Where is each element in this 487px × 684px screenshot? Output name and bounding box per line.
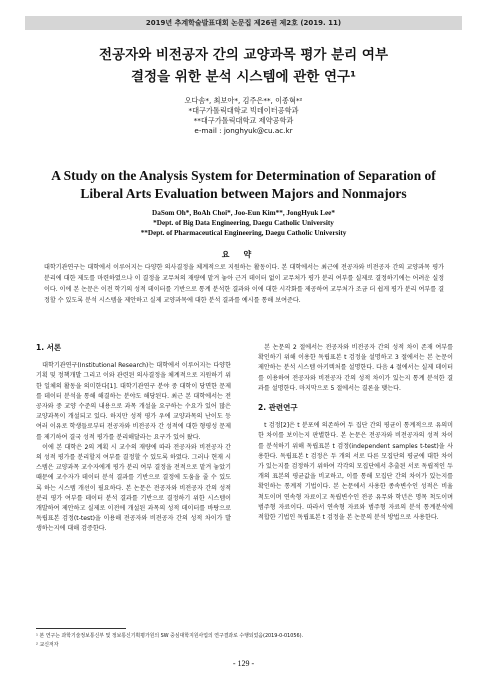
- english-authors: [0, 208, 487, 238]
- korean-affiliation-2: **대구가톨릭대학교 제약공학과: [193, 116, 294, 125]
- body-paragraph: 본 논문의 2 절에서는 전공자와 비전공자 간의 성적 차이 존재 여부를 확인하기 위해 이용한 독립표본 t 검정을 설명하고 3 절에서는 본 논문이 제안하는 분석 시스템 아키텍처를 설명한다. 다음 4 절에서는 실제 데이터를 이용하여 전공자와 비전공자 간의 성적 차이가 있는지 통계 분석한 결과를 설명한다. 마지막으로 5 절에서는 결론을 맺는다.: [258, 344, 453, 392]
- korean-title-line-1: 전공자와 비전공자 간의 교양과목 평가 분리 여부: [98, 47, 389, 63]
- footnote-funding: ¹ 본 연구는 과학기술정보통신부 및 정보통신기획평가원의 SW 중심대학지원사업의 연구결과로 수행되었음(2019-0-01056).: [36, 633, 304, 639]
- korean-authors: [0, 96, 487, 136]
- section-heading-introduction: 1. 서론: [36, 343, 62, 352]
- abstract-heading: 요약: [221, 250, 266, 259]
- english-author-names: DaSom Oh*, BoAh Choi*, Joo-Eun Kim**, JongHyuk Lee*: [152, 209, 335, 217]
- body-paragraph: t 검정[2]은 t 분포에 의존하여 두 집단 간의 평균이 통계적으로 유의미한 차이를 보이는지 판별한다. 본 논문은 전공자와 비전공자의 성적 차이를 분석하기 위해 독립표본 t 검정(independent samples t-test)을 사용한다. 독립표본 t 검정은 두 개의 서로 다른 모집단의 평균에 대한 차이가 있는지를 검정하기 위하여 각각의 모집단에서 추출된 서로 독립적인 두 개의 표본의 평균값을 비교하고, 이를 통해 모집단 간의 차이가 있는지를 확인하는 통계적 기법이다. 본 논문에서 사용한 종속변수인 성적은 비율 척도이며 연속형 자료이고 독립변수인 전공 유무와 학년은 명목 척도이며 범주형 자료이다. 따라서 연속형 자료와 범주형 자료의 분석 통계분석에 적합한 기법인 독립표본 t 검정을 본 논문의 분석 방법으로 사용한다.: [258, 422, 453, 522]
- body-paragraph: 이에 본 대학은 2의 계획 시 교수의 재량에 따라 전공자와 비전공자 간의 성적 평가를 분리할지 여부를 결정할 수 있도록 하였다. 그러나 현재 시스템은 교양과목 교수자에게 평가 분리 여부 결정을 전적으로 맡겨 놓았기 때문에 교수자가 데이터 분석 결과를 기반으로 결정에 도움을 줄 수 있도록 하는 시스템 개선이 필요하다. 본 논문은 전공자와 비전공자 간의 성적 분리 평가 여부를 데이터 분석 결과를 기반으로 결정하기 위한 시스템이 개발하여 제안하고 실제로 이전에 개설된 과목의 성적 데이터를 바탕으로 독립표본 검정(t-test)을 이용해 전공자와 비전공자 간의 성적 차이가 발생하는지에 대해 검증한다.: [36, 443, 231, 533]
- left-column: [36, 343, 231, 535]
- right-column: [258, 343, 453, 523]
- english-title-line-1: A Study on the Analysis System for Determination of Separation of: [51, 168, 436, 183]
- english-title: [0, 167, 487, 203]
- korean-author-names: 오다솜*, 최보아*, 김주은**, 이종혁*²: [184, 96, 303, 105]
- section-heading-related-work: 2. 관련연구: [258, 403, 298, 413]
- body-paragraph: 대학기관연구(Institutional Research)는 대학에서 이루어지는 다양한 기획 및 정책개발 그리고 이와 관련된 의사결정을 체계적으로 지원하기 위한 일체의 활동을 의미한다[1]. 대학기관연구 분야 중 대학이 당면한 문제를 데이터 분석을 통해 해결하는 분야도 해당된다. 최근 본 대학에서는 전공자와 중 교양 수준의 내용으로 과목 개설을 요구하는 수요가 있어 많은 교양과목이 개설되고 있다. 하지만 성적 평가 우에 교양과목의 난이도 등 여러 이유로 학생들로부터 전공자와 비전공자 간 성적에 대한 형평성 문제를 제기하여 결국 성적 평가를 분리해달라는 요구가 있어 왔다.: [36, 362, 231, 441]
- english-title-line-2: Liberal Arts Evaluation between Majors and Nonmajors: [80, 186, 407, 201]
- korean-title-line-2: 결정을 위한 분석 시스템에 관한 연구¹: [130, 69, 357, 85]
- journal-header: 2019년 추계학술발표대회 논문집 제26권 제2호 (2019. 11): [25, 16, 462, 30]
- abstract-text: 대학기관연구는 대학에서 이루어지는 다양한 의사결정을 체계적으로 지원하는 활동이다. 본 대학에서는 최근에 전공자와 비전공자 간의 교양과목 평가 분리에 대한 제도를 마련하였으나 이 결정을 교무처의 재량에 맡겨 놓아 근거 데이터 없이 교무처가 평가 분리 여부를 실제로 결정하기에는 어려운 실정이다. 이에 본 논문은 이전 학기의 성적 데이터를 기반으로 통계 분석한 결과와 이에 대한 시각화를 제공하여 교무처가 조금 더 쉽게 평가 분리 여부를 결정할 수 있도록 분석 시스템을 제안하고 실제 교양과목에 대한 분석 결과를 예시를 통해 보여준다.: [44, 264, 444, 304]
- footnote-divider: [36, 628, 126, 629]
- footnote-corresponding: ² 교신저자: [36, 642, 59, 648]
- author-email: e-mail : jonghyuk@cu.ac.kr: [194, 126, 293, 135]
- english-affiliation-2: **Dept. of Pharmaceutical Engineering, Daegu Catholic University: [140, 229, 347, 237]
- english-affiliation-1: *Dept. of Big Data Engineering, Daegu Catholic University: [153, 219, 334, 227]
- page-number: - 129 -: [232, 659, 255, 668]
- korean-affiliation-1: *대구가톨릭대학교 빅데이터공학과: [188, 106, 299, 115]
- korean-title: [0, 44, 487, 88]
